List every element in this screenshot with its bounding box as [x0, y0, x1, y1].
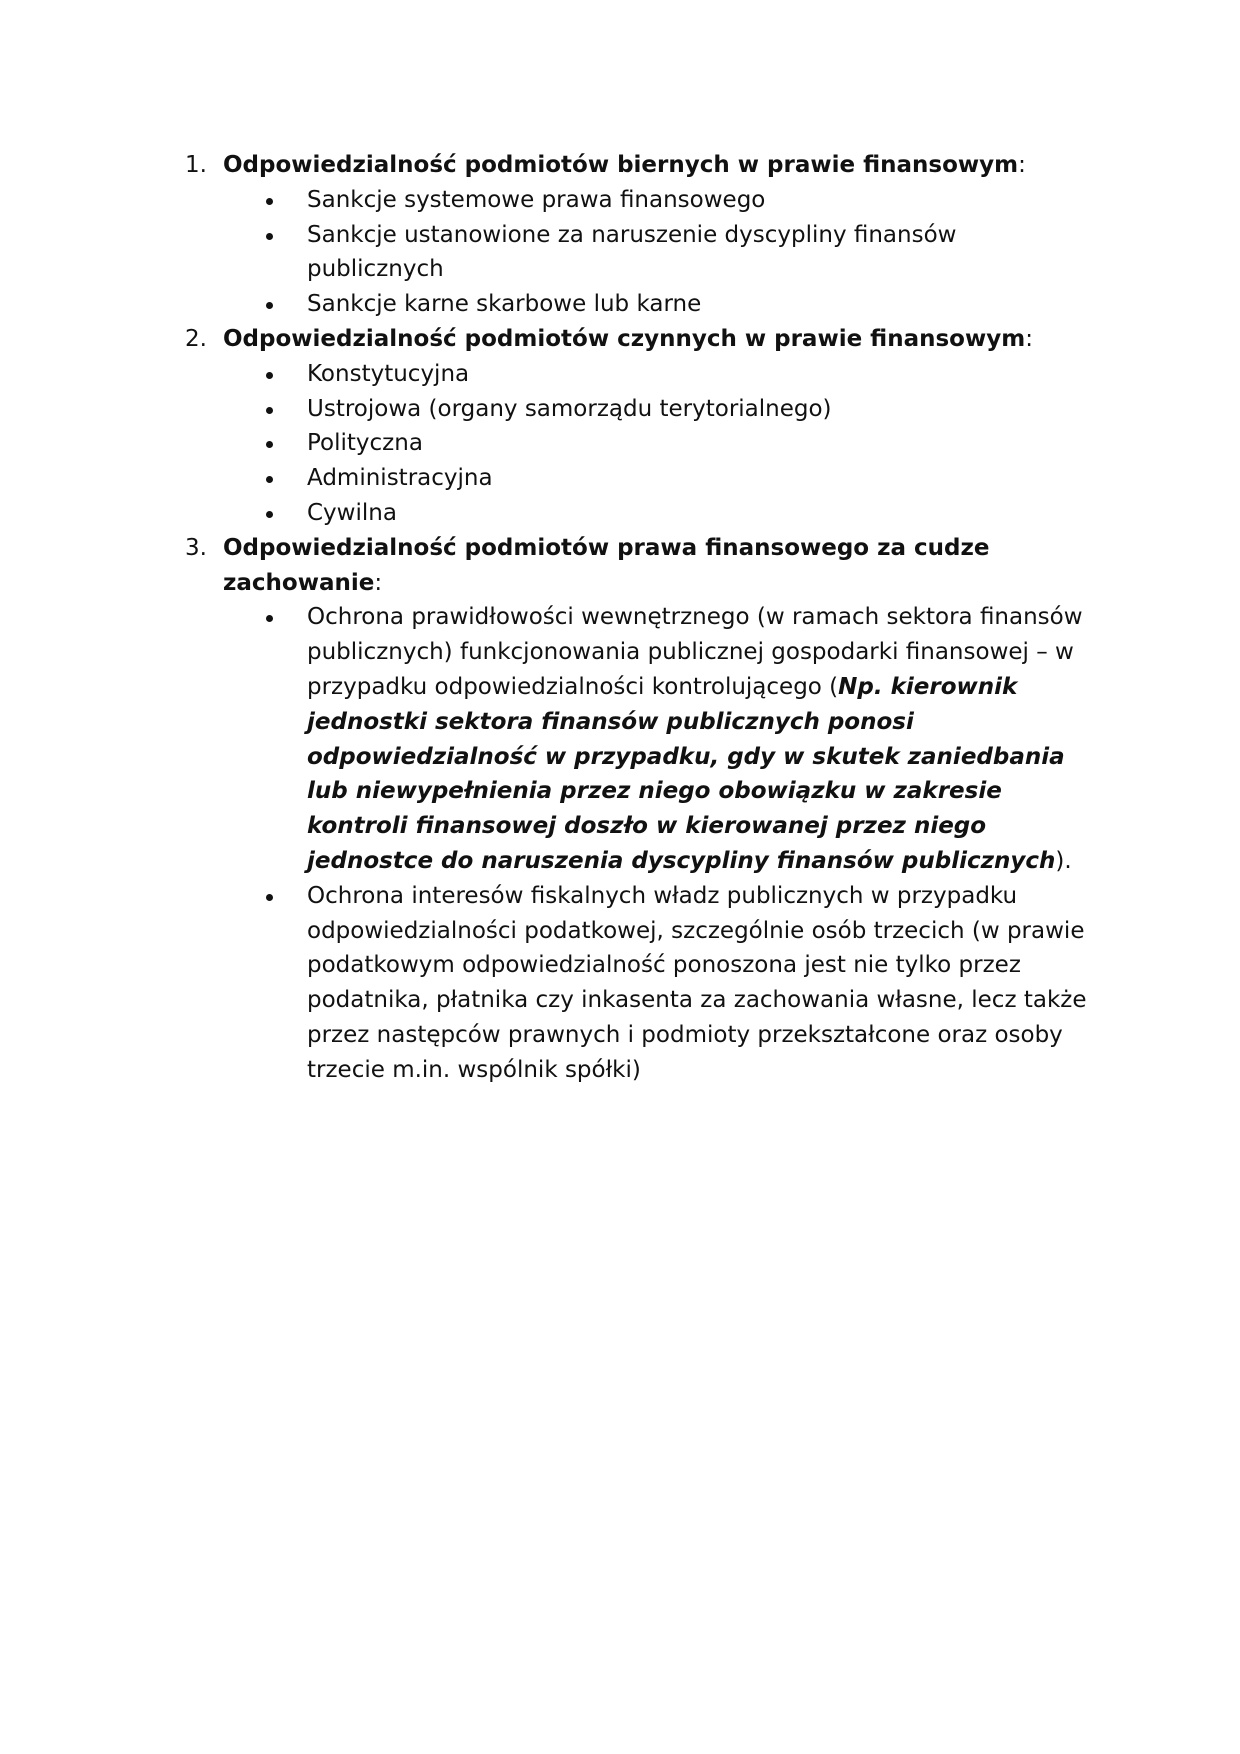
bullet-icon — [266, 511, 273, 518]
bullet-icon — [266, 894, 273, 901]
list-item-text: Cywilna — [307, 499, 397, 526]
list-item — [223, 426, 1100, 461]
bullet-icon — [266, 407, 273, 414]
bullet-icon — [266, 476, 273, 483]
section-number: 2. — [185, 325, 207, 352]
list-item — [223, 461, 1100, 496]
section-3 — [185, 531, 1100, 1088]
list-item-text: Ochrona interesów fiskalnych władz publicznych w przypadku odpowiedzialności podatkowej, szczególnie osób trzecich (w prawie podatkowym odpowiedzialność ponoszona jest nie tylko przez podatnika, płatnika czy inkasenta za zachowania własne, lecz także przez następców prawnych i podmioty przekształcone oraz osoby trzecie m.in. wspólnik spółki) — [307, 882, 1087, 1083]
section-heading: Odpowiedzialność podmiotów czynnych w prawie finansowym — [223, 325, 1026, 352]
list-item-text: Sankcje ustanowione za naruszenie dyscypliny finansów publicznych — [307, 221, 957, 283]
section-number: 3. — [185, 534, 207, 561]
list-item-text: Ochrona prawidłowości wewnętrznego (w ramach sektora finansów publicznych) funkcjonowania publicznej gospodarki finansowej – w przypadku odpowiedzialności kontrolującego ( — [307, 604, 1083, 700]
bullet-icon — [266, 441, 273, 448]
bullet-icon — [266, 198, 273, 205]
section-number: 1. — [185, 152, 207, 178]
bullet-icon — [266, 615, 273, 622]
list-item-text: Sankcje systemowe prawa finansowego — [307, 186, 766, 213]
bullet-icon — [266, 372, 273, 379]
section-heading: Odpowiedzialność podmiotów prawa finansowego za cudze zachowanie — [223, 534, 990, 596]
list-item — [223, 183, 1100, 218]
list-item — [223, 357, 1100, 392]
heading-suffix: : — [1025, 325, 1033, 352]
list-item-text: Ustrojowa (organy samorządu terytorialnego) — [307, 395, 832, 422]
heading-suffix: : — [1018, 152, 1026, 178]
list-item — [223, 600, 1100, 878]
bullet-list — [223, 183, 1100, 322]
section-2 — [185, 322, 1100, 531]
list-item-text: Administracyjna — [307, 465, 493, 492]
list-item-text: Konstytucyjna — [307, 360, 470, 387]
bullet-list — [223, 600, 1100, 1087]
bullet-icon — [266, 302, 273, 309]
list-item — [223, 392, 1100, 427]
bullet-icon — [266, 233, 273, 240]
bullet-list — [223, 357, 1100, 531]
document-content — [185, 148, 1100, 1088]
list-item-text: Polityczna — [307, 430, 423, 457]
list-item — [223, 218, 1100, 288]
heading-suffix: : — [374, 569, 383, 596]
section-1 — [185, 148, 1100, 322]
section-heading: Odpowiedzialność podmiotów biernych w prawie finansowym — [223, 152, 1019, 178]
list-item — [223, 496, 1100, 531]
list-item-text: Sankcje karne skarbowe lub karne — [307, 291, 702, 318]
list-item — [223, 879, 1100, 1088]
section-list — [185, 148, 1100, 1088]
list-item-end: ). — [1055, 847, 1072, 874]
example-emphasis: Np. kierownik jednostki sektora finansów publicznych ponosi odpowiedzialność w przypadku, gdy w skutek zaniedbania lub niewypełnienia przez niego obowiązku w zakresie kontroli finansowej doszło w kierowanej przez niego jednostce do naruszenia dyscypliny finansów publicznych — [307, 673, 1065, 874]
list-item — [223, 287, 1100, 322]
